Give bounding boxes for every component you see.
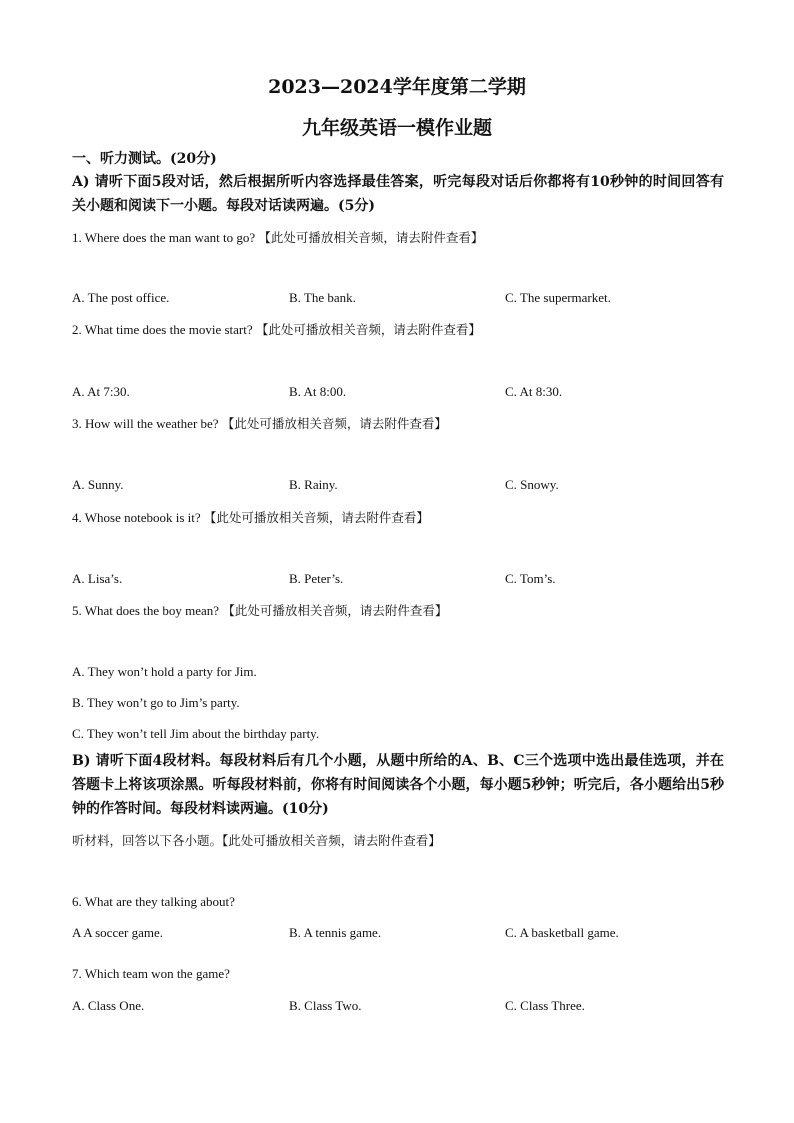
q4-option-b: B. Peter’s. [289,571,344,586]
question-stem: 7. Which team won the game? [72,966,230,981]
q1-option-c: C. The supermarket. [505,290,611,305]
q7-option-a: A. Class One. [72,998,145,1013]
q5-option-b: B. They won’t go to Jim’s party. [72,695,240,710]
exam-title-year: 2023—2024学年度第二学期 [268,76,526,98]
q4-option-c: C. Tom’s. [505,571,556,586]
part-b-instruction: B) 请听下面4段材料。每段材料后有几个小题，从题中所给的A、B、C三个选项中选出最佳选项，并在答题卡上将该项涂黑。听每段材料前，你将有时间阅读各个小题，每小题5秒钟；听完后，各小题给出5秒钟的作答时间。每段材料读两遍。(10分) [72,753,724,817]
q1-option-b: B. The bank. [289,290,356,305]
part-a-instruction: A) 请听下面5段对话，然后根据所听内容选择最佳答案，听完每段对话后你都将有10秒钟的时间回答有关小题和阅读下一小题。每段对话读两遍。(5分) [72,174,724,214]
question-2 [72,320,481,338]
question-stem: 5. What does the boy mean? [72,603,220,618]
audio-note: 【此处可播放相关音频，请去附件查看】 [203,510,429,525]
question-6 [72,894,235,910]
q2-option-b: B. At 8:00. [289,384,347,399]
q7-option-b: B. Class Two. [289,998,362,1013]
q6-option-c: C. A basketball game. [505,925,619,940]
q2-option-a: A. At 7:30. [72,384,130,399]
question-5 [72,601,447,619]
q6-option-a: A A soccer game. [72,925,163,940]
audio-note: 【此处可播放相关音频，请去附件查看】 [222,603,448,618]
question-4 [72,508,429,526]
audio-note: 【此处可播放相关音频，请去附件查看】 [221,416,447,431]
question-stem: 6. What are they talking about? [72,894,235,909]
q3-option-a: A. Sunny. [72,477,124,492]
audio-note: 【此处可播放相关音频，请去附件查看】 [255,322,481,337]
q3-option-b: B. Rainy. [289,477,338,492]
question-3 [72,414,447,432]
q1-option-a: A. The post office. [72,290,170,305]
audio-note: 【此处可播放相关音频，请去附件查看】 [258,230,484,245]
question-stem: 2. What time does the movie start? [72,322,253,337]
part-b-lead: 听材料，回答以下各小题。【此处可播放相关音频，请去附件查看】 [72,833,441,848]
question-stem: 4. Whose notebook is it? [72,510,201,525]
q4-option-a: A. Lisa’s. [72,571,123,586]
question-stem: 3. How will the weather be? [72,416,219,431]
question-7 [72,966,230,982]
q7-option-c: C. Class Three. [505,998,585,1013]
q5-option-c: C. They won’t tell Jim about the birthday party. [72,726,320,741]
q6-option-b: B. A tennis game. [289,925,382,940]
q2-option-c: C. At 8:30. [505,384,563,399]
question-1 [72,228,483,246]
question-stem: 1. Where does the man want to go? [72,230,256,245]
q3-option-c: C. Snowy. [505,477,559,492]
exam-title-subject: 九年级英语一模作业题 [301,117,492,139]
section-heading: 一、听力测试。(20分) [72,151,217,167]
q5-option-a: A. They won’t hold a party for Jim. [72,664,257,679]
